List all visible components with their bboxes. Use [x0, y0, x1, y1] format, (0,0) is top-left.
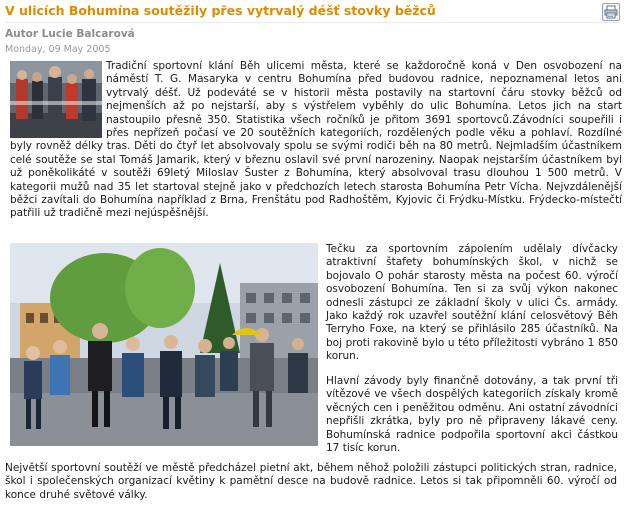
article-author: Autor Lucie Balcarová — [5, 28, 135, 40]
print-button[interactable] — [602, 3, 620, 21]
article-paragraph-3: Hlavní závody byly finančně dotovány, a tak první tři vítězové ve všech dospělých kategoriích získaly kromě věcných cen i peněžitou odměnu. Ani ostatní závodníci nepřišli zkrátka, byly pro ně připraveny lákavé ceny. Bohumínská radnice podpořila sportovní akci částkou 17 tisíc korun. — [326, 375, 618, 455]
photo-relay-runners — [10, 243, 318, 446]
print-icon — [603, 4, 619, 20]
article-paragraph-1: Tradiční sportovní klání Běh ulicemi města, které se každoročně koná v Den osvobození na náměstí T. G. Masaryka v centru Bohumína před budovou radnice, nepoznamenal letos ani vytrvalý déšť. Už podeváté se v historii města postavily na startovní čáru stovky běžců od nejmenších až po nejstarší, aby s výstřelem vyběhly do ulic Bohumína. Letos jich na start nastoupilo přesně 350. Statistika všech ročníků je přitom 3691 sportovců.Závodníci soupeřili i přes nepřízeň počasí ve 20 soutěžních kategoriích, rozdělených podle věku a pohlaví. Rozdílné byly rovněž délky tras. Děti do čtyř let absolvovaly spolu se svými rodiči běh na 80 metrů. Nejmladším účastníkem celé soutěže se stal Tomáš Jamarik, který v březnu oslavil své první narozeniny. Naopak nejstarším účastníkem byl už poněkolikáté v soutěži 69letý Miloslav Šuster z Bohumína, který absolvoval trasu dlouhou 1 500 metrů. V kategorii mužů nad 35 let startoval stejně jako v předchozích letech starosta Bohumína Petr Vícha. Nejvzdálenější běžci zavítali do Bohumína například z Brna, Frenštátu pod Radhoštěm, Kyjovic či Frýdku-Místku. Frýdecko-místečtí patřili už tradičně mezi nejúspěšnější. — [10, 60, 622, 220]
article-paragraph-2: Tečku za sportovním zápolením udělaly dívčacky atraktivní štafety bohumínských škol, v nichž se bojovalo O pohár starosty města na počest 60. výročí osvobození Bohumína. Ten si za svůj výkon nakonec odnesli zástupci ze základní školy v ulici Čs. armády. Jako každý rok uzavřel soutěžní klání celosvětový Běh Terryho Foxe, na který se přihlásilo 285 účastníků. Na boj proti rakovině bylo u této příležitosti vybráno 1 850 korun. — [326, 243, 618, 363]
article-date: Monday, 09 May 2005 — [5, 44, 111, 55]
title-divider — [5, 22, 619, 23]
article-paragraph-4: Největší sportovní soutěží ve městě předcházel pietní akt, během něhož položili zástupci politických stran, radnice, škol i společenských organizací květiny k pamětní desce na budově radnice. Letos si tak připomněli 60. výročí od konce druhé světové války. — [5, 462, 617, 501]
article-title: V ulicích Bohumína soutěžily přes vytrvalý déšť stovky běžců — [5, 3, 436, 18]
